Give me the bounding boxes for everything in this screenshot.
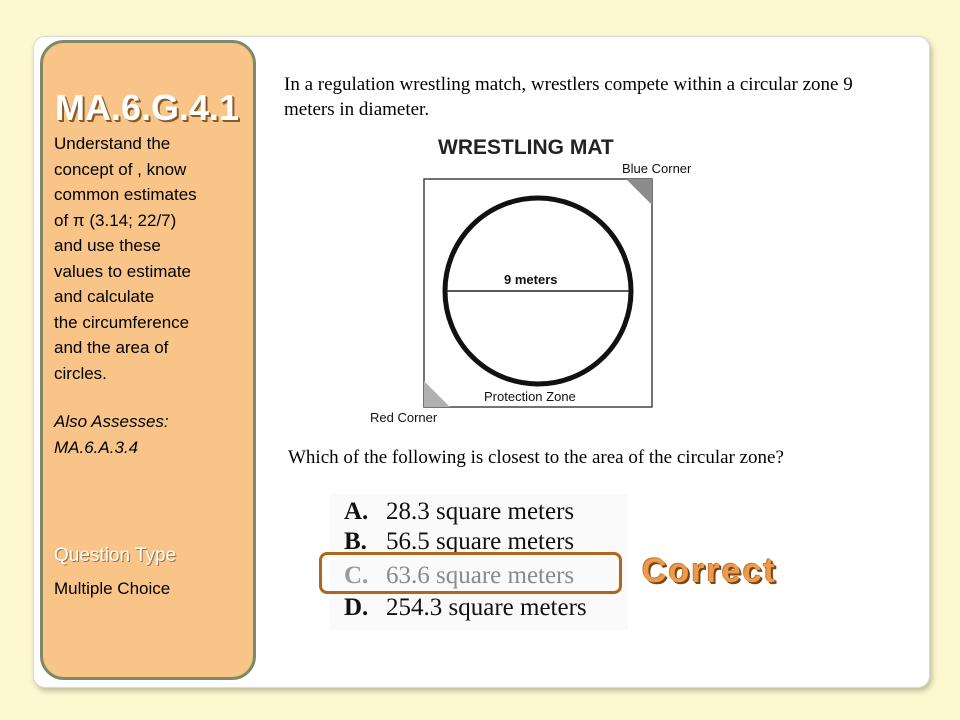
description-line: common estimates (54, 185, 197, 204)
mat-square (424, 179, 652, 407)
standard-description (54, 131, 254, 386)
question-intro: In a regulation wrestling match, wrestlers compete within a circular zone 9 meters in diameter. (284, 74, 853, 120)
choice-text: 56.5 square meters (386, 528, 575, 555)
description-line: of π (3.14; 22/7) (54, 210, 177, 230)
description-line: Understand the (54, 134, 171, 153)
also-assesses-value: MA.6.A.3.4 (54, 437, 139, 457)
choice-text: 28.3 square meters (386, 498, 575, 525)
description-line: and calculate (54, 287, 155, 306)
standard-code: MA.6.G.4.1 (55, 87, 240, 128)
correct-feedback-label: Correct (642, 552, 777, 590)
description-line: and use these (54, 236, 161, 255)
protection-zone-label: Protection Zone (484, 389, 576, 404)
choice-letter: D. (344, 594, 369, 621)
wrestling-mat-figure (368, 128, 713, 428)
choice-text: 63.6 square meters (386, 562, 575, 589)
choice-text: 254.3 square meters (386, 594, 587, 621)
also-assesses (54, 409, 254, 460)
question-prompt: Which of the following is closest to the area of the circular zone? (288, 447, 784, 468)
standard-sidebar (40, 40, 256, 680)
choice-d[interactable] (344, 592, 587, 624)
red-corner-label: Red Corner (370, 410, 438, 425)
figure-title: WRESTLING MAT (438, 136, 614, 159)
blue-corner-label: Blue Corner (622, 161, 692, 176)
choice-letter: C. (344, 562, 369, 589)
description-line: concept of , know (54, 159, 187, 179)
description-line: circles. (54, 363, 107, 383)
correct-answer-highlight (319, 552, 622, 594)
choice-letter: B. (344, 528, 367, 555)
choice-letter: A. (344, 498, 369, 525)
description-line: values to estimate (54, 261, 192, 281)
choice-a[interactable] (344, 496, 574, 528)
diameter-label: 9 meters (504, 272, 558, 287)
question-type-label: Question Type (54, 545, 177, 566)
also-assesses-label: Also Assesses: (54, 412, 169, 431)
question-type-value: Multiple Choice (54, 579, 171, 598)
description-line: and the area of (54, 338, 169, 357)
description-line: the circumference (54, 312, 190, 332)
